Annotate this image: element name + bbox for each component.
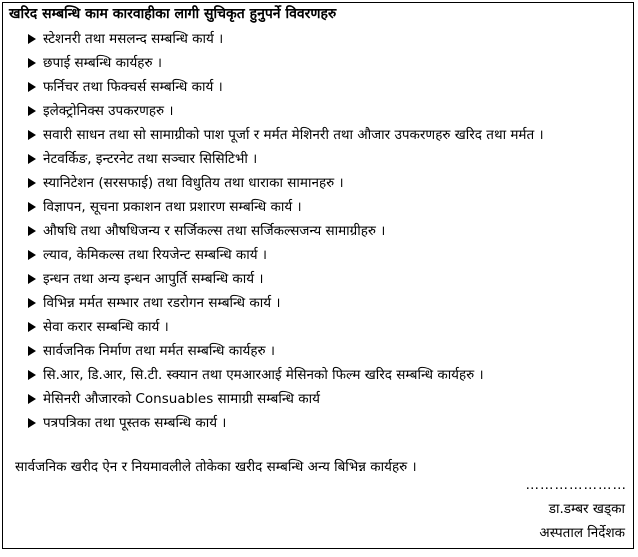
triangle-bullet-icon bbox=[28, 250, 36, 260]
triangle-bullet-icon bbox=[28, 130, 36, 140]
item-text: सार्वजनिक निर्माण तथा मर्मत सम्बन्धि कार्यहरु । bbox=[43, 343, 276, 359]
item-text: विभिन्न मर्मत सम्भार तथा रडरोगन सम्बन्धि कार्य । bbox=[43, 295, 281, 311]
triangle-bullet-icon bbox=[28, 418, 36, 428]
list-item bbox=[3, 315, 633, 339]
item-text: छपाई सम्बन्धि कार्यहरु । bbox=[43, 55, 162, 71]
item-text: मेसिनरी औजारको Consuables सामाग्री सम्बन्धि कार्य bbox=[43, 391, 320, 407]
list-item bbox=[3, 339, 633, 363]
item-text: स्टेशनरी तथा मसलन्द सम्बन्धि कार्य । bbox=[43, 31, 224, 47]
list-item bbox=[3, 195, 633, 219]
triangle-bullet-icon bbox=[28, 322, 36, 332]
triangle-bullet-icon bbox=[28, 154, 36, 164]
triangle-bullet-icon bbox=[28, 274, 36, 284]
list-item bbox=[3, 243, 633, 267]
document-title: खरिद सम्बन्धि काम कारवाहीका लागी सुचिकृत हुनुपर्ने विवरणहरु bbox=[9, 6, 337, 22]
triangle-bullet-icon bbox=[28, 346, 36, 356]
list-item bbox=[3, 75, 633, 99]
triangle-bullet-icon bbox=[28, 370, 36, 380]
list-item bbox=[3, 99, 633, 123]
triangle-bullet-icon bbox=[28, 82, 36, 92]
item-text: इलेक्ट्रोनिक्स उपकरणहरु । bbox=[43, 103, 174, 119]
triangle-bullet-icon bbox=[28, 298, 36, 308]
list-item bbox=[3, 171, 633, 195]
list-item bbox=[3, 123, 633, 147]
item-list bbox=[3, 27, 633, 435]
list-item bbox=[3, 147, 633, 171]
triangle-bullet-icon bbox=[28, 106, 36, 116]
item-text: इन्धन तथा अन्य इन्धन आपुर्ति सम्बन्धि कार्य । bbox=[43, 271, 264, 287]
item-text: पत्रपत्रिका तथा पूस्तक सम्बन्धि कार्य । bbox=[43, 415, 227, 431]
triangle-bullet-icon bbox=[28, 226, 36, 236]
footer-note: सार्वजनिक खरीद ऐन र नियमावलीले तोकेका खरीद सम्बन्धि अन्य बिभिन्न कार्यहरु । bbox=[15, 459, 417, 475]
list-item bbox=[3, 27, 633, 51]
signatory-title: अस्पताल निर्देशक bbox=[539, 525, 625, 541]
signatory-name: डा.डम्बर खड्का bbox=[548, 501, 625, 517]
item-text: ल्याव, केमिकल्स तथा रियजेन्ट सम्बन्धि कार्य । bbox=[43, 247, 268, 263]
document-frame bbox=[2, 2, 634, 549]
item-text: फर्निचर तथा फिक्चर्स सम्बन्धि कार्य । bbox=[43, 79, 223, 95]
triangle-bullet-icon bbox=[28, 178, 36, 188]
list-item bbox=[3, 51, 633, 75]
list-item bbox=[3, 291, 633, 315]
list-item bbox=[3, 267, 633, 291]
item-text: औषधि तथा औषधिजन्य र सर्जिकल्स तथा सर्जिकल्सजन्य सामाग्रीहरु । bbox=[43, 223, 386, 239]
item-text: सि.आर, डि.आर, सि.टी. स्क्यान तथा एमआरआई मेसिनको फिल्म खरिद सम्बन्धि कार्यहरु । bbox=[43, 367, 484, 383]
item-text: सेवा करार सम्बन्धि कार्य । bbox=[43, 319, 169, 335]
list-item bbox=[3, 411, 633, 435]
item-text: नेटवर्किङ, इन्टरनेट तथा सञ्चार सिसिटिभी । bbox=[43, 151, 258, 167]
item-text: सवारी साधन तथा सो सामाग्रीको पाश पूर्जा र मर्मत मेशिनरी तथा औजार उपकरणहरु खरिद तथा मर्मत । bbox=[43, 127, 544, 143]
signature-line: ………………… bbox=[525, 477, 627, 493]
item-text: स्यानिटेशन (सरसफाई) तथा विधुतिय तथा धाराका सामानहरु । bbox=[43, 175, 344, 191]
list-item bbox=[3, 219, 633, 243]
triangle-bullet-icon bbox=[28, 34, 36, 44]
triangle-bullet-icon bbox=[28, 58, 36, 68]
item-text: विज्ञापन, सूचना प्रकाशन तथा प्रशारण सम्बन्धि कार्य । bbox=[43, 199, 302, 215]
list-item bbox=[3, 387, 633, 411]
list-item bbox=[3, 363, 633, 387]
triangle-bullet-icon bbox=[28, 202, 36, 212]
triangle-bullet-icon bbox=[28, 394, 36, 404]
